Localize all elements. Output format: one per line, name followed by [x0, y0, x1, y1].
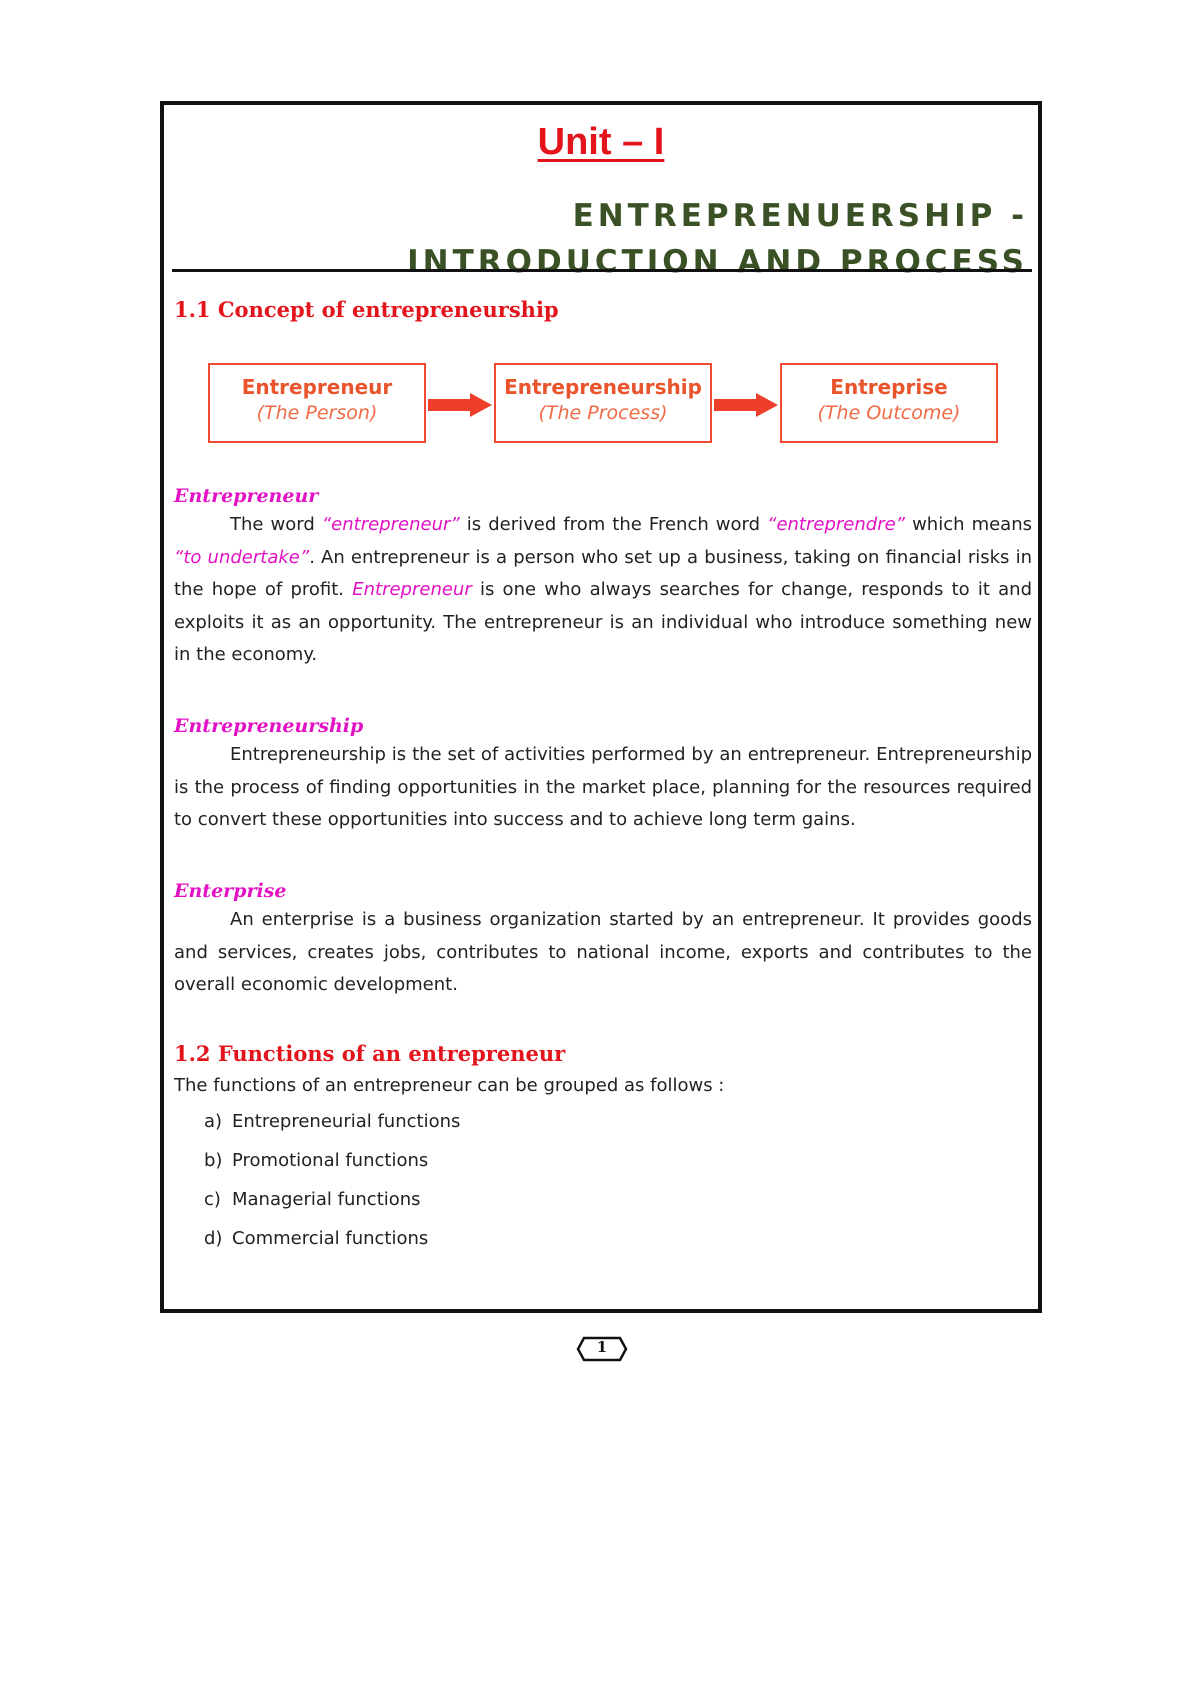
flow-arrow-1 [426, 393, 494, 417]
flow-arrow-2 [712, 393, 780, 417]
title-divider [172, 269, 1032, 272]
list-marker: b) [204, 1150, 223, 1171]
page-number [576, 1336, 628, 1362]
list-item-text: Promotional functions [232, 1150, 429, 1171]
highlight-term: “entrepreneur” [321, 514, 460, 535]
flow-box-sub: (The Process) [538, 402, 668, 424]
list-item [204, 1189, 460, 1228]
list-marker: d) [204, 1228, 223, 1249]
list-item-text: Entrepreneurial functions [232, 1111, 461, 1132]
page-frame [160, 101, 1042, 1313]
functions-intro: The functions of an entrepreneur can be grouped as follows : [174, 1075, 725, 1096]
highlight-term: Entrepreneur [352, 579, 472, 600]
list-item [204, 1228, 460, 1267]
subheading-entrepreneurship: Entrepreneurship [174, 715, 364, 737]
list-marker: a) [204, 1111, 223, 1132]
list-item-text: Managerial functions [232, 1189, 421, 1210]
flow-box-name: Entrepreneurship [504, 375, 702, 399]
flow-box-sub: (The Person) [256, 402, 378, 424]
text-span: which means [905, 514, 1032, 535]
list-item [204, 1111, 460, 1150]
flow-box-entreprise [780, 363, 998, 443]
paragraph-enterprise: An enterprise is a business organization started by an entrepreneur. It provides goods and services, creates jobs, contributes to national income, exports and contributes to the overall economic development. [174, 909, 1032, 995]
chapter-title-line1: ENTREPRENUERSHIP - [572, 198, 1028, 234]
text-span: The word [230, 514, 322, 535]
paragraph-entrepreneurship: Entrepreneurship is the set of activities performed by an entrepreneur. Entrepreneurship is the process of finding opportunities in the market place, planning for the resources required to convert these opportunities into success and to achieve long term gains. [174, 744, 1032, 830]
highlight-term: “entreprendre” [767, 514, 905, 535]
list-item-text: Commercial functions [232, 1228, 429, 1249]
unit-title: Unit – I [537, 121, 665, 163]
text-span: is derived from the French word [459, 514, 768, 535]
text-span: is one who always searches for change, responds to it and exploits it as an opportunity. The entrepreneur is an individual who introduce something new in the economy. [174, 579, 1032, 665]
list-item [204, 1150, 460, 1189]
section-heading-concept: 1.1 Concept of entrepreneurship [174, 297, 559, 322]
section-heading-functions: 1.2 Functions of an entrepreneur [174, 1041, 566, 1066]
list-marker: c) [204, 1189, 221, 1210]
flow-box-name: Entrepreneur [241, 375, 393, 399]
flow-box-entrepreneurship [494, 363, 712, 443]
flow-box-sub: (The Outcome) [817, 402, 961, 424]
flow-box-entrepreneur [208, 363, 426, 443]
functions-list [204, 1111, 460, 1267]
concept-flow-diagram [208, 363, 998, 447]
page-number-text: 1 [596, 1338, 608, 1356]
subheading-entrepreneur: Entrepreneur [174, 485, 319, 507]
highlight-term: “to undertake” [174, 546, 310, 568]
subheading-enterprise: Enterprise [174, 880, 287, 902]
flow-box-name: Entreprise [830, 375, 948, 399]
text-span: . An entrepreneur is a person who set up a business, taking on financial risks in the hope of profit. [174, 546, 1032, 600]
chapter-title-line2: INTRODUCTION AND PROCESS [407, 244, 1028, 280]
paragraph-entrepreneur [174, 509, 1032, 672]
